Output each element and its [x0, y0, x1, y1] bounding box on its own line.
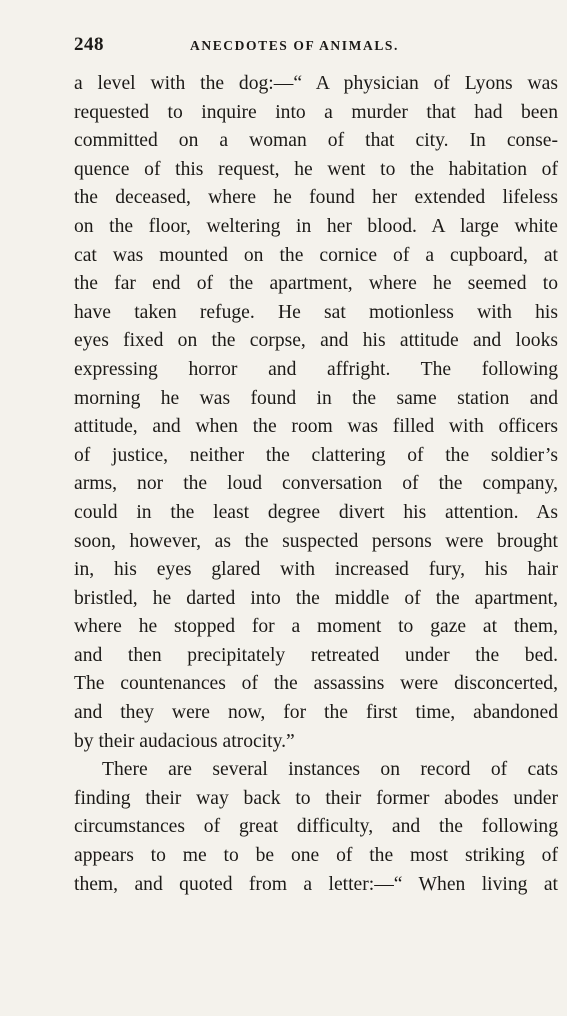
text-line: and they were now, for the first time, abandoned: [74, 702, 558, 724]
text-line: have taken refuge. He sat motionless with his: [74, 301, 558, 323]
text-line: morning he was found in the same station and: [74, 387, 558, 409]
text-line: The countenances of the assassins were disconcerted,: [74, 673, 558, 695]
text-line: of justice, neither the clattering of the soldier’s: [74, 444, 558, 466]
text-line: expressing horror and affright. The following: [74, 358, 558, 380]
text-line: and then precipitately retreated under the bed.: [74, 644, 558, 666]
text-line: soon, however, as the suspected persons were brought: [74, 530, 558, 552]
paragraph-2: [74, 756, 558, 899]
text-line: them, and quoted from a letter:—“ When living at: [74, 873, 558, 895]
text-line: on the floor, weltering in her blood. A large white: [74, 215, 558, 237]
body-text: [74, 70, 558, 899]
text-line: could in the least degree divert his attention. As: [74, 501, 558, 523]
text-line: circumstances of great difficulty, and the following: [74, 816, 558, 838]
text-line: eyes fixed on the corpse, and his attitude and looks: [74, 330, 558, 352]
text-line: where he stopped for a moment to gaze at them,: [74, 616, 558, 638]
text-line: bristled, he darted into the middle of the apartment,: [74, 587, 558, 609]
text-line: finding their way back to their former abodes under: [74, 787, 558, 809]
text-line: by their audacious atrocity.”: [74, 730, 295, 752]
text-line: the far end of the apartment, where he seemed to: [74, 273, 558, 295]
text-line: the deceased, where he found her extended lifeless: [74, 187, 558, 209]
running-title: ANECDOTES OF ANIMALS.: [190, 38, 400, 53]
text-line: quence of this request, he went to the habitation of: [74, 158, 558, 180]
page-header: [74, 34, 544, 58]
text-line: attitude, and when the room was filled with officers: [74, 416, 558, 438]
text-line: in, his eyes glared with increased fury, his hair: [74, 559, 558, 581]
text-line: There are several instances on record of cats: [102, 759, 558, 781]
page-number: 248: [74, 34, 104, 55]
text-line: a level with the dog:—“ A physician of Lyons was: [74, 73, 558, 94]
text-line: committed on a woman of that city. In conse-: [74, 130, 558, 152]
text-line: appears to me to be one of the most striking of: [74, 845, 558, 867]
text-line: arms, nor the loud conversation of the company,: [74, 473, 558, 495]
text-line: requested to inquire into a murder that had been: [74, 101, 558, 123]
paragraph-1: [74, 70, 558, 756]
text-line: cat was mounted on the cornice of a cupboard, at: [74, 244, 558, 266]
